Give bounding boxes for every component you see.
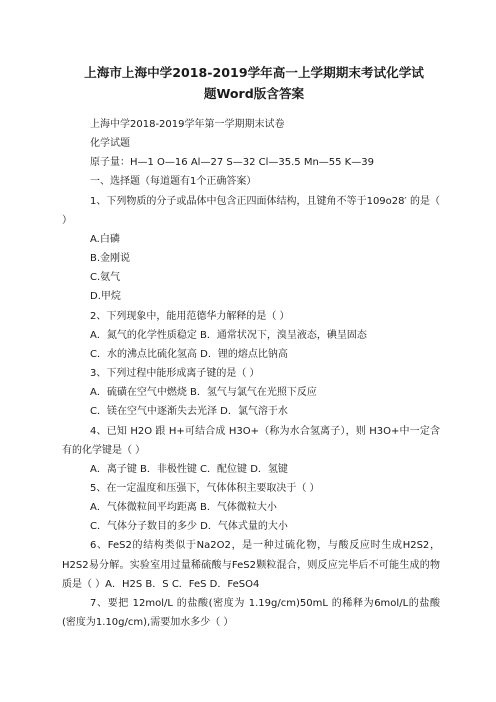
question-2: 2、下列现象中，能用范德华力解释的是（ ） [90, 310, 290, 322]
question-4-options: A．离子键 B．非极性键 C．配位键 D．氢键 [90, 463, 288, 475]
question-1-option-d: D.甲烷 [90, 291, 121, 303]
question-6: 6、FeS2的结构类似于Na2O2，是一种过硫化物，与酸反应时生成H2S2，H2S2易分解。实验室用过量稀硫酸与FeS2颗粒混合，则反应完毕后不可能生成的物质是（ ）A．H2S B．S C．FeS D．FeSO4 [62, 540, 440, 590]
title-line-1: 上海市上海中学2018-2019学年高一上学期期末考试化学试 [84, 65, 424, 80]
subject-line: 化学试题 [90, 138, 130, 150]
atomic-masses-line: 原子量：H—1 O—16 Al—27 S—32 Cl—35.5 Mn—55 K—39 [90, 157, 374, 169]
question-1: 1、下列物质的分子或晶体中包含正四面体结构，且键角不等于109o28′ 的是（ ） [62, 195, 440, 226]
question-7: 7、要把 12mol/L 的盐酸(密度为 1.19g/cm)50mL 的稀释为6mol/L的盐酸(密度为1.10g/cm),需要加水多少（ ） [62, 597, 440, 629]
title-line-2: 题Word版含答案 [203, 86, 305, 101]
question-3: 3、下列过程中能形成离子键的是（ ） [90, 368, 260, 380]
question-3-options-cd: C．镁在空气中逐渐失去光泽 D．氯气溶于水 [90, 406, 288, 418]
section-heading: 一、选择题（每道题有1个正确答案） [90, 176, 257, 188]
question-1-option-b: B.金刚说 [90, 253, 131, 265]
exam-name: 上海中学2018-2019学年第一学期期末试卷 [90, 119, 285, 130]
document-body [62, 115, 440, 632]
question-1-option-c: C.氨气 [90, 272, 121, 284]
document-title [62, 62, 440, 104]
question-5-options-cd: C．气体分子数目的多少 D．气体式量的大小 [90, 521, 288, 533]
question-2-options-ab: A．氮气的化学性质稳定 B．通常状况下，溴呈液态，碘呈固态 [90, 329, 367, 341]
question-2-options-cd: C．水的沸点比硫化氢高 D．锂的熔点比钠高 [90, 348, 288, 360]
question-5-options-ab: A．气体微粒间平均距离 B．气体微粒大小 [90, 502, 277, 514]
question-1-option-a: A.白磷 [90, 233, 120, 245]
question-3-options-ab: A．硫磺在空气中燃烧 B．氢气与氯气在光照下反应 [90, 387, 317, 399]
question-4: 4、已知 H2O 跟 H+可结合成 H3O+（称为水合氢离子），则 H3O+中一定含有的化学键是（ ） [62, 425, 440, 456]
question-5: 5、在一定温度和压强下，气体体积主要取决于（ ） [90, 482, 320, 494]
